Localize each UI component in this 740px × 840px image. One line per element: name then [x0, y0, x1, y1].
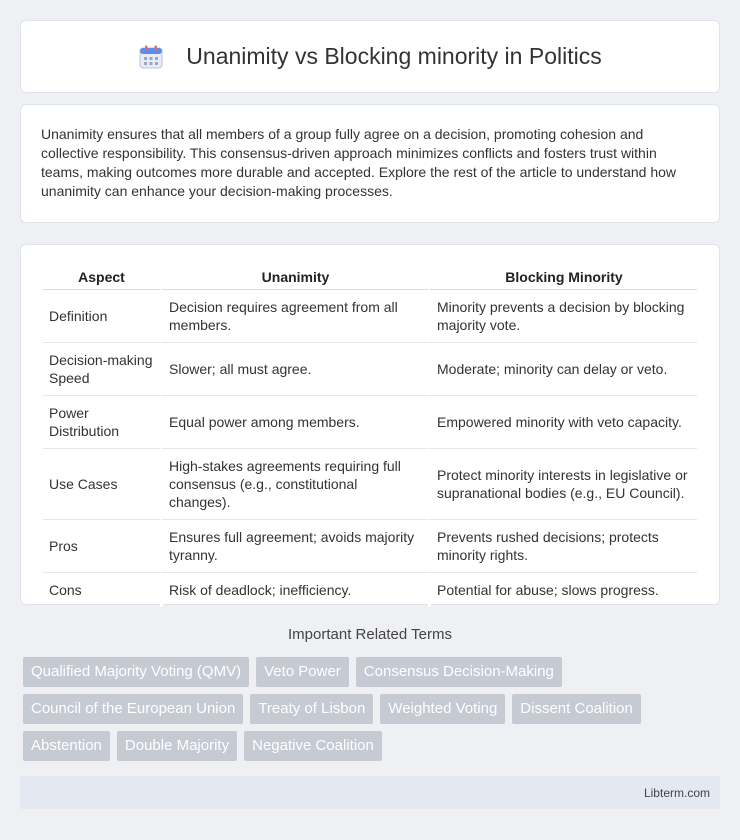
title-card — [20, 20, 720, 93]
row-aspect: Pros — [43, 520, 160, 573]
related-term-tag[interactable]: Negative Coalition — [244, 731, 382, 761]
related-term-tag[interactable]: Double Majority — [117, 731, 237, 761]
footer — [20, 776, 720, 809]
row-blocking-minority: Protect minority interests in legislative or supranational bodies (e.g., EU Council). — [428, 449, 697, 520]
table-row — [43, 343, 697, 396]
table-header-row — [43, 261, 697, 290]
row-aspect: Cons — [49, 582, 82, 598]
header-blocking-minority: Blocking Minority — [428, 261, 697, 290]
related-terms-heading: Important Related Terms — [288, 626, 452, 643]
table-row — [43, 290, 697, 343]
related-terms-list — [23, 657, 723, 761]
row-blocking-minority: Minority prevents a decision by blocking majority vote. — [428, 290, 697, 343]
header-unanimity: Unanimity — [160, 261, 428, 290]
row-aspect: Decision-making Speed — [43, 343, 160, 396]
table-row — [43, 449, 697, 520]
header-aspect: Aspect — [43, 261, 160, 290]
footer-site-link[interactable]: Libterm.com — [643, 785, 710, 800]
row-blocking-minority: Moderate; minority can delay or veto. — [428, 343, 697, 396]
row-unanimity: Slower; all must agree. — [160, 343, 428, 396]
intro-text: Unanimity ensures that all members of a group fully agree on a decision, promoting cohesion and collective responsibility. This consensus-driven approach minimizes conflicts and fosters trust within teams, making outcomes more durable and accepted. Explore the rest of the article to understand how unanimity can enhance your decision-making processes. — [41, 126, 677, 199]
row-unanimity: Equal power among members. — [160, 396, 428, 449]
related-term-tag[interactable]: Veto Power — [256, 657, 349, 687]
row-unanimity: Decision requires agreement from all members. — [160, 290, 428, 343]
comparison-card — [20, 244, 720, 605]
row-unanimity: Ensures full agreement; avoids majority tyranny. — [160, 520, 428, 573]
row-blocking-minority: Prevents rushed decisions; protects minority rights. — [428, 520, 697, 573]
row-aspect: Use Cases — [43, 449, 160, 520]
table-row — [43, 520, 697, 573]
comparison-table — [43, 261, 697, 607]
related-term-tag[interactable]: Abstention — [23, 731, 110, 761]
table-row — [43, 396, 697, 449]
related-term-tag[interactable]: Qualified Majority Voting (QMV) — [23, 657, 249, 687]
related-term-tag[interactable]: Dissent Coalition — [512, 694, 641, 724]
related-term-tag[interactable]: Weighted Voting — [380, 694, 505, 724]
row-aspect: Power Distribution — [43, 396, 160, 449]
row-unanimity: Risk of deadlock; inefficiency. — [160, 573, 428, 607]
row-aspect: Definition — [43, 290, 160, 343]
row-unanimity: High-stakes agreements requiring full consensus (e.g., constitutional changes). — [160, 449, 428, 520]
related-term-tag[interactable]: Consensus Decision-Making — [356, 657, 562, 687]
row-blocking-minority: Empowered minority with veto capacity. — [428, 396, 697, 449]
intro-card — [20, 104, 720, 223]
table-row — [43, 573, 697, 607]
related-term-tag[interactable]: Council of the European Union — [23, 694, 243, 724]
calendar-icon — [138, 44, 164, 70]
related-term-tag[interactable]: Treaty of Lisbon — [250, 694, 373, 724]
row-blocking-minority: Potential for abuse; slows progress. — [428, 573, 697, 607]
page-title: Unanimity vs Blocking minority in Politics — [186, 43, 602, 69]
